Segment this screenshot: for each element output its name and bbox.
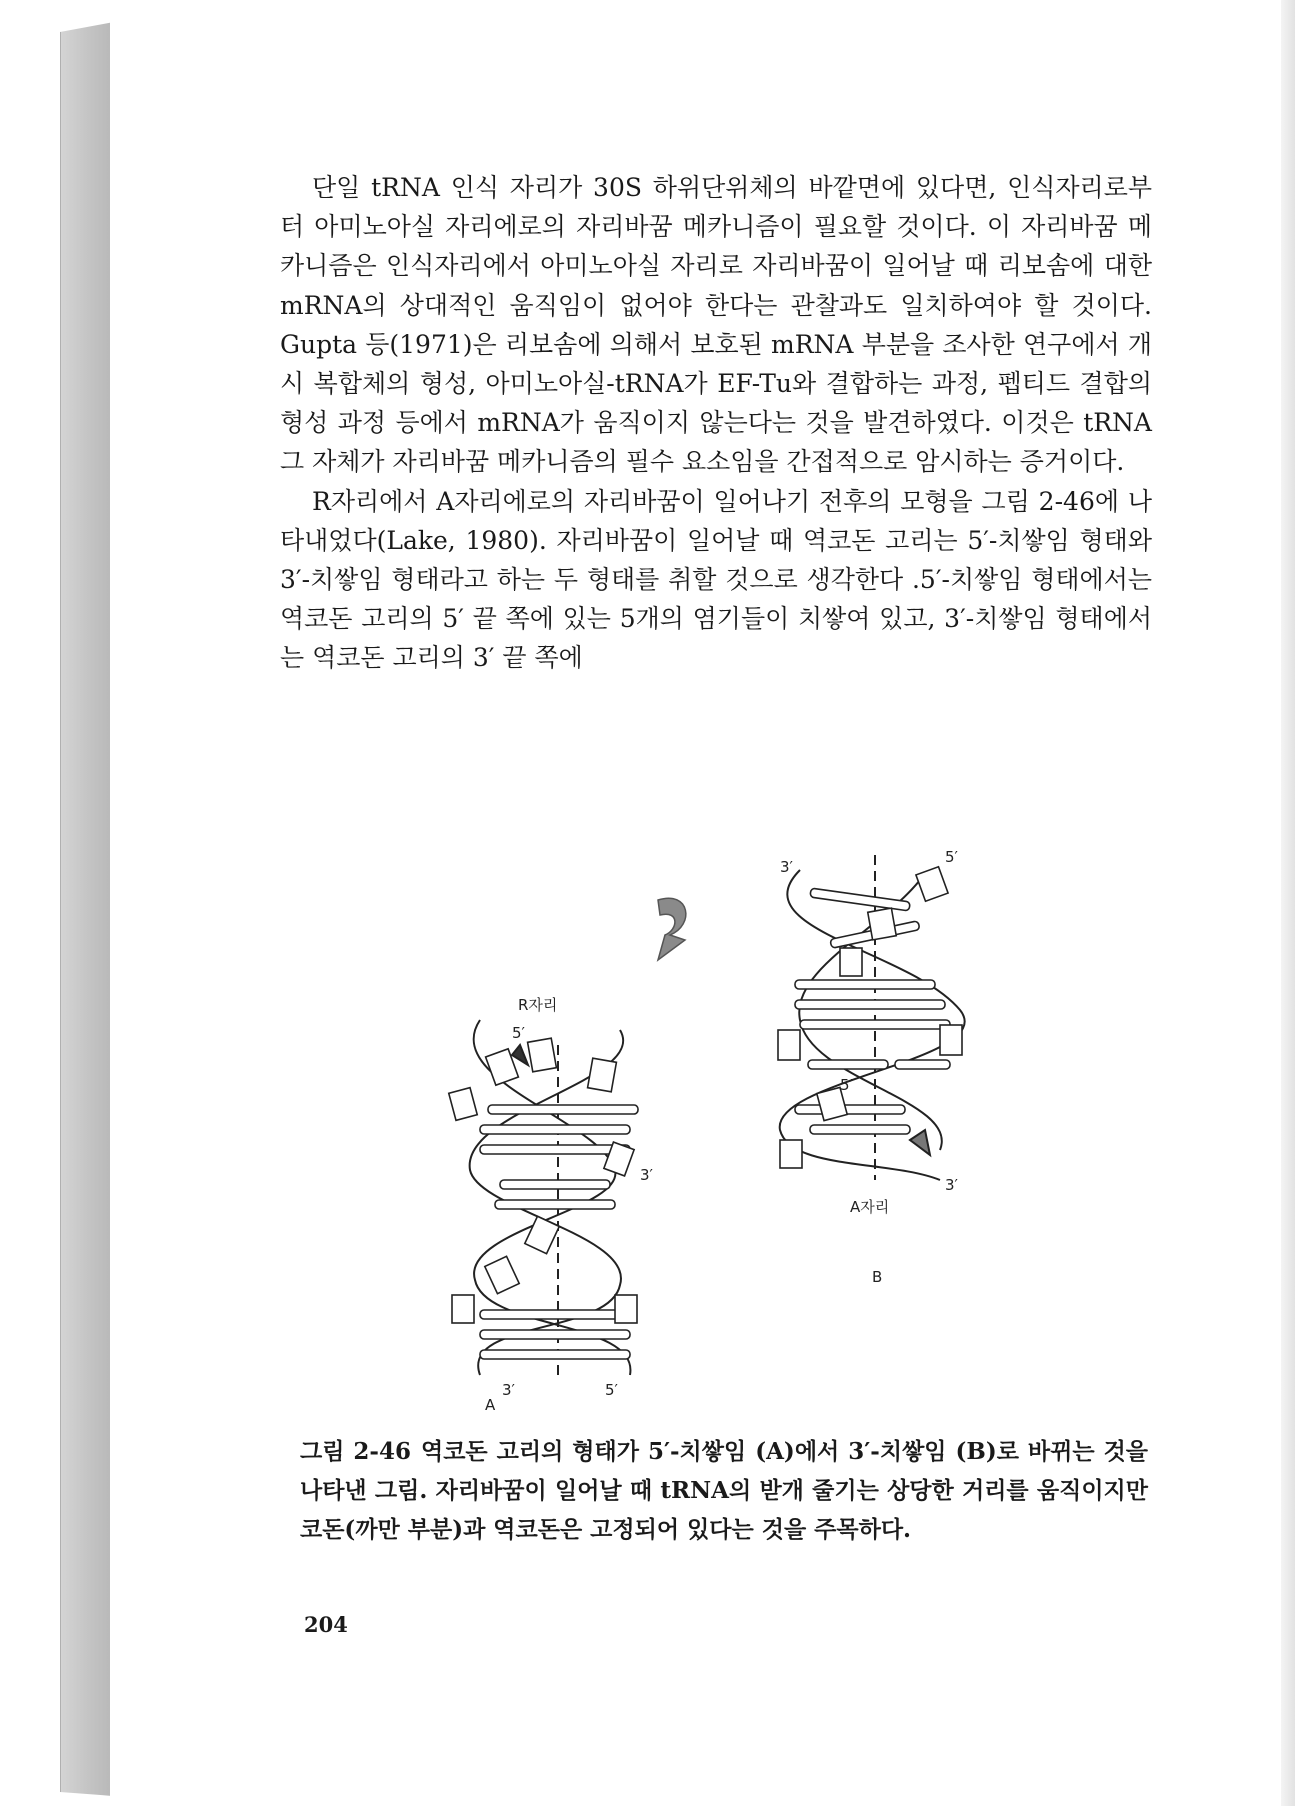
sugar-block — [452, 1295, 474, 1323]
base-pair-rung — [800, 1020, 950, 1029]
model-a-site-label: R자리 — [518, 996, 558, 1014]
model-a-end-label: 5′ — [605, 1381, 618, 1399]
model-b-site-label: A자리 — [850, 1198, 890, 1216]
transition-arrow-icon — [658, 898, 686, 960]
caption-number: 그림 2-46 — [300, 1438, 411, 1465]
model-b-panel-label: B — [872, 1268, 883, 1286]
base-pair-rung — [808, 1060, 888, 1069]
sugar-block — [916, 867, 948, 902]
model-b-end-label: 3′ — [945, 1176, 958, 1194]
base-pair-rung — [795, 1105, 905, 1114]
sugar-block — [778, 1030, 800, 1060]
model-a-helix — [449, 1020, 638, 1380]
base-pair-rung — [480, 1350, 630, 1359]
caption-text: 역코돈 고리의 형태가 5′-치쌓임 (A)에서 3′-치쌓임 (B)로 바뀌는 것을 나타낸 그림. 자리바꿈이 일어날 때 tRNA의 받개 줄기는 상당한 거리를 움직이지만 코돈(까만 부분)과 역코돈은 고정되어 있다는 것을 주목하다. — [300, 1438, 1149, 1543]
figure-2-46 — [440, 840, 1000, 1410]
page-number: 204 — [304, 1612, 348, 1637]
sugar-block — [780, 1140, 802, 1168]
model-b-end-label: 3′ — [780, 858, 793, 876]
paragraph: 단일 tRNA 인식 자리가 30S 하위단위체의 바깥면에 있다면, 인식자리로부터 아미노아실 자리에로의 자리바꿈 메카니즘이 필요할 것이다. 이 자리바꿈 메카니즘은 인식자리에서 아미노아실 자리로 자리바꿈이 일어날 때 리보솜에 대한 mRNA의 상대적인 움직임이 없어야 한다는 관찰과도 일치하여야 할 것이다. Gupta 등(1971)은 리보솜에 의해서 보호된 mRNA 부분을 조사한 연구에서 개시 복합체의 형성, 아미노아실-tRNA가 EF-Tu와 결합하는 과정, 펩티드 결합의 형성 과정 등에서 mRNA가 움직이지 않는다는 것을 발견하였다. 이것은 tRNA 그 자체가 자리바꿈 메카니즘의 필수 요소임을 간접적으로 암시하는 증거이다. — [280, 173, 1152, 477]
base-pair-rung — [895, 1060, 950, 1069]
base-pair-rung — [495, 1200, 615, 1209]
model-a-end-label: 3′ — [640, 1166, 653, 1184]
base-pair-rung — [480, 1145, 630, 1154]
book-spine — [60, 22, 114, 1796]
helix-diagram — [440, 840, 1000, 1410]
body-text — [280, 168, 1152, 678]
base-pair-rung — [480, 1330, 630, 1339]
model-a-end-label: 3′ — [502, 1381, 515, 1399]
base-pair-rung — [795, 1000, 945, 1009]
base-pair-rung — [500, 1180, 610, 1189]
codon-mark — [910, 1130, 930, 1155]
model-b-end-label: 5′ — [840, 1076, 853, 1094]
sugar-block — [485, 1256, 519, 1293]
base-pair-rung — [810, 1125, 910, 1134]
sugar-block — [525, 1216, 559, 1253]
sugar-block — [868, 908, 896, 940]
paragraph: R자리에서 A자리에로의 자리바꿈이 일어나기 전후의 모형을 그림 2-46에 나타내었다(Lake, 1980). 자리바꿈이 일어날 때 역코돈 고리는 5′-치쌓임 형태와 3′-치쌓임 형태라고 하는 두 형태를 취할 것으로 생각한다 .5′-치쌓임 형태에서는 역코돈 고리의 5′ 끝 쪽에 있는 5개의 염기들이 치쌓여 있고, 3′-치쌓임 형태에서는 역코돈 고리의 3′ 끝 쪽에 — [280, 486, 1152, 673]
base-pair-rung — [810, 888, 910, 911]
sugar-block — [449, 1088, 477, 1121]
sugar-block — [940, 1025, 962, 1055]
model-b-helix — [778, 855, 965, 1180]
sugar-block — [615, 1295, 637, 1323]
base-pair-rung — [488, 1105, 638, 1114]
figure-caption — [300, 1432, 1148, 1549]
sugar-block — [588, 1058, 617, 1092]
model-a-end-label: 5′ — [512, 1024, 525, 1042]
model-a-panel-label: A — [485, 1396, 496, 1410]
page-edge — [1281, 0, 1295, 1806]
base-pair-rung — [795, 980, 935, 989]
codon-mark — [512, 1045, 528, 1065]
base-pair-rung — [480, 1310, 630, 1319]
sugar-block — [840, 948, 862, 976]
sugar-block — [528, 1038, 557, 1072]
base-pair-rung — [480, 1125, 630, 1134]
model-b-end-label: 5′ — [945, 848, 958, 866]
